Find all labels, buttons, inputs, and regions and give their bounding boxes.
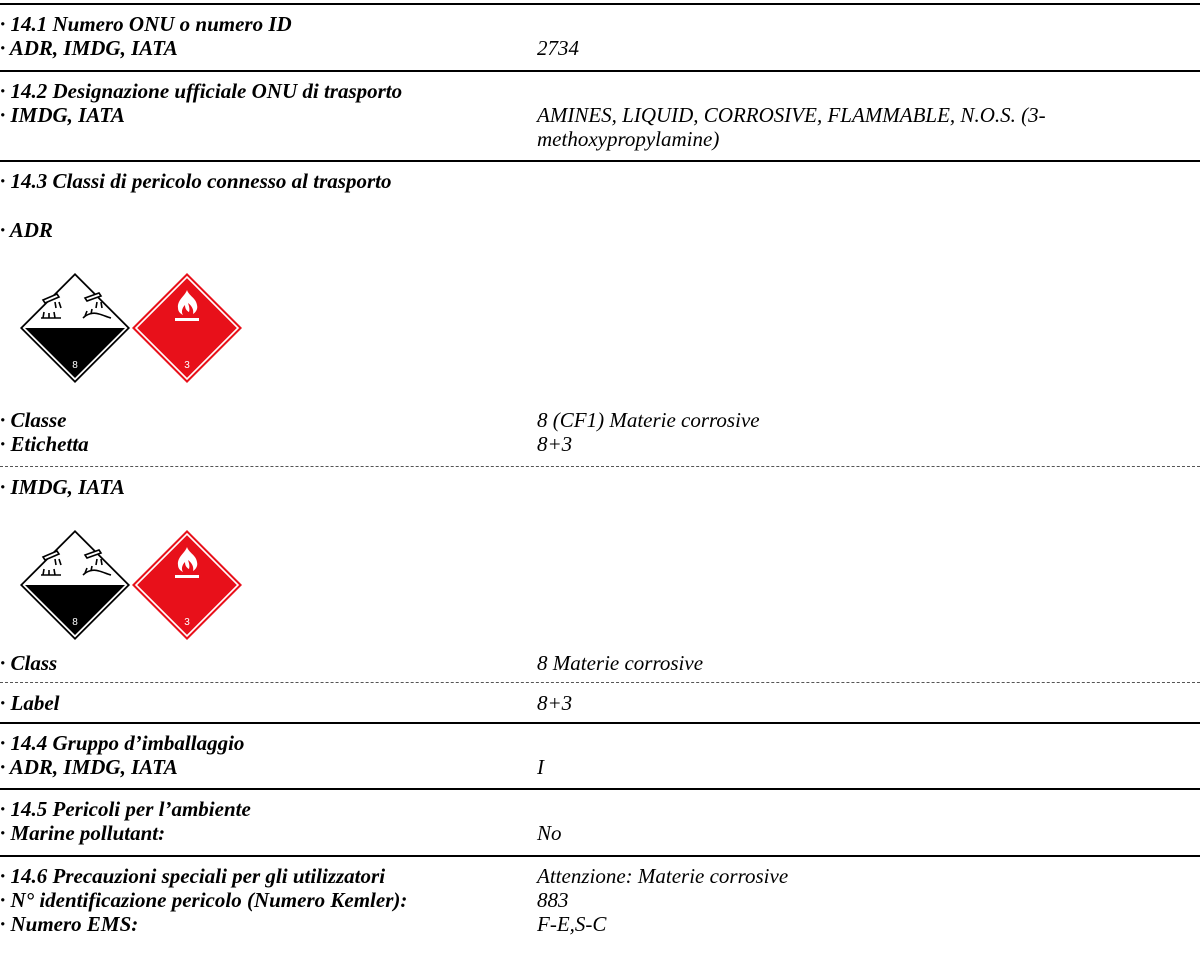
imdg-label-value: 8+3: [537, 691, 573, 715]
adr-class-value: 8 (CF1) Materie corrosive: [537, 408, 760, 432]
un-number-label: · ADR, IMDG, IATA: [0, 36, 178, 60]
ems-number-value: F-E,S-C: [537, 912, 607, 936]
imdg-class-value: 8 Materie corrosive: [537, 651, 704, 675]
section-14-4-heading: · 14.4 Gruppo d’imballaggio: [0, 731, 245, 755]
flammable-liquid-pictogram-icon: [131, 529, 243, 641]
section-14-3-heading: · 14.3 Classi di pericolo connesso al trasporto: [0, 169, 392, 193]
adr-etichetta-value: 8+3: [537, 432, 573, 456]
dashed-divider: [0, 682, 1200, 683]
section-divider: [0, 788, 1200, 790]
section-divider: [0, 722, 1200, 724]
section-14-2-heading: · 14.2 Designazione ufficiale ONU di trasporto: [0, 79, 403, 103]
section-divider: [0, 855, 1200, 857]
class-number: 3: [184, 360, 190, 371]
adr-class-label: · Classe: [0, 408, 67, 432]
class-number: 3: [184, 617, 190, 628]
kemler-number-value: 883: [537, 888, 569, 912]
imdg-label: · IMDG, IATA: [0, 475, 125, 499]
marine-pollutant-label: · Marine pollutant:: [0, 821, 166, 845]
imdg-label-label: · Label: [0, 691, 60, 715]
shipping-name-label: · IMDG, IATA: [0, 103, 125, 127]
class-number: 8: [72, 360, 78, 371]
special-precautions-value: Attenzione: Materie corrosive: [537, 864, 789, 888]
flammable-liquid-pictogram-icon: [131, 272, 243, 384]
ems-number-label: · Numero EMS:: [0, 912, 139, 936]
imdg-class-label: · Class: [0, 651, 58, 675]
class-number: 8: [72, 617, 78, 628]
corrosive-pictogram-icon: [19, 272, 131, 384]
section-14-6-heading: · 14.6 Precauzioni speciali per gli utilizzatori: [0, 864, 386, 888]
corrosive-pictogram-icon: [19, 529, 131, 641]
shipping-name-value: AMINES, LIQUID, CORROSIVE, FLAMMABLE, N.O.S. (3-methoxypropylamine): [537, 103, 1046, 151]
packing-group-label: · ADR, IMDG, IATA: [0, 755, 178, 779]
section-14-5-heading: · 14.5 Pericoli per l’ambiente: [0, 797, 251, 821]
section-divider: [0, 70, 1200, 72]
adr-label: · ADR: [0, 218, 53, 242]
section-14-1-heading: · 14.1 Numero ONU o numero ID: [0, 12, 292, 36]
section-divider: [0, 3, 1200, 5]
section-divider: [0, 160, 1200, 162]
un-number-value: 2734: [537, 36, 579, 60]
kemler-number-label: · N° identificazione pericolo (Numero Kemler):: [0, 888, 408, 912]
marine-pollutant-value: No: [537, 821, 562, 845]
packing-group-value: I: [537, 755, 544, 779]
adr-etichetta-label: · Etichetta: [0, 432, 89, 456]
dashed-divider: [0, 466, 1200, 467]
